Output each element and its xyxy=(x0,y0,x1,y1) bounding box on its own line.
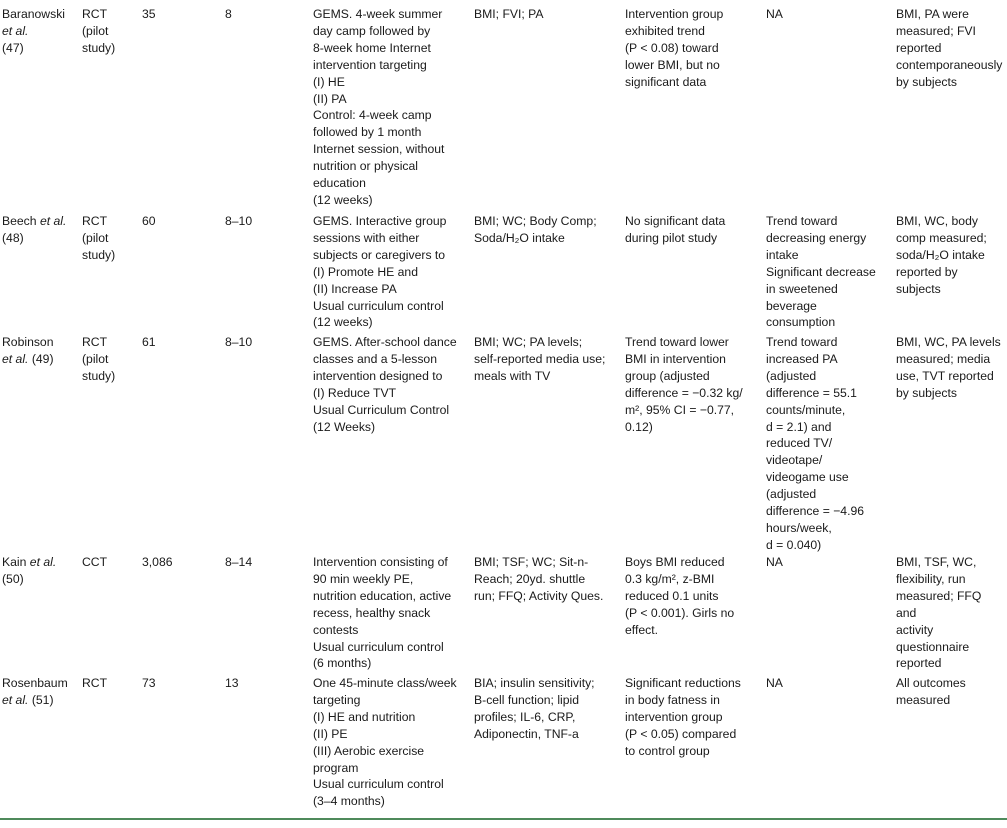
design-cell: RCT (pilot study) xyxy=(82,214,116,262)
sample-size-cell: 35 xyxy=(142,7,156,21)
intervention-cell: GEMS. Interactive group sessions with either subjects or caregivers to (I) Promote HE and (II) Increase PA Usual curriculum control (12 weeks) xyxy=(313,214,447,330)
primary-outcome-cell: Intervention group exhibited trend (P < 0.08) toward lower BMI, but no significant data xyxy=(625,7,724,89)
age-cell: 8 xyxy=(225,7,232,21)
intervention-cell: Intervention consisting of 90 min weekly PE, nutrition education, active recess, healthy snack contests Usual curriculum control (6 months) xyxy=(313,555,452,671)
notes-cell: BMI, WC, PA levels measured; media use, TVT reported by subjects xyxy=(896,335,1001,400)
age-cell: 8–10 xyxy=(225,335,253,349)
study-author: Kain xyxy=(2,555,27,569)
study-cell xyxy=(2,334,76,368)
secondary-outcome-cell: Trend toward decreasing energy intake Significant decrease in sweetened beverage consumption xyxy=(766,214,876,330)
measures-cell: BMI; WC; Body Comp; Soda/H₂O intake xyxy=(474,214,597,245)
design-cell: RCT (pilot study) xyxy=(82,335,116,383)
study-ref: (48) xyxy=(2,230,24,245)
study-cell xyxy=(2,213,76,247)
study-et-al: et al. xyxy=(29,555,57,569)
table-bottom-rule xyxy=(0,818,1007,820)
study-et-al: et al. xyxy=(39,214,67,228)
age-cell: 8–14 xyxy=(225,555,253,569)
study-et-al: et al. xyxy=(2,692,29,707)
study-author: Robinson xyxy=(2,335,54,349)
primary-outcome-cell: No significant data during pilot study xyxy=(625,214,726,245)
measures-cell: BIA; insulin sensitivity; B-cell function; lipid profiles; IL-6, CRP, Adiponectin, TNF-a xyxy=(474,676,595,741)
primary-outcome-cell: Significant reductions in body fatness in intervention group (P < 0.05) compared to control group xyxy=(625,676,741,758)
notes-cell: BMI, WC, body comp measured; soda/H₂O intake reported by subjects xyxy=(896,214,987,296)
primary-outcome-cell: Boys BMI reduced 0.3 kg/m², z-BMI reduced 0.1 units (P < 0.001). Girls no effect. xyxy=(625,555,735,637)
age-cell: 8–10 xyxy=(225,214,253,228)
design-cell: RCT (pilot study) xyxy=(82,7,116,55)
study-ref: (51) xyxy=(31,692,54,707)
measures-cell: BMI; TSF; WC; Sit-n- Reach; 20yd. shuttle run; FFQ; Activity Ques. xyxy=(474,555,604,603)
secondary-outcome-cell: NA xyxy=(766,676,783,690)
study-cell xyxy=(2,554,76,588)
primary-outcome-cell: Trend toward lower BMI in intervention group (adjusted difference = −0.32 kg/ m², 95% CI = −0.77, 0.12) xyxy=(625,335,743,434)
study-cell xyxy=(2,675,76,709)
study-ref: (50) xyxy=(2,571,24,586)
sample-size-cell: 61 xyxy=(142,335,156,349)
secondary-outcome-cell: NA xyxy=(766,7,783,21)
sample-size-cell: 3,086 xyxy=(142,555,173,569)
secondary-outcome-cell: Trend toward increased PA (adjusted difference = 55.1 counts/minute, d = 2.1) and reduced TV/ videotape/ videogame use (adjusted difference = −4.96 hours/week, d = 0.040) xyxy=(766,335,865,552)
study-cell xyxy=(2,6,76,57)
intervention-cell: One 45-minute class/week targeting (I) HE and nutrition (II) PE (III) Aerobic exercise program Usual curriculum control (3–4 months) xyxy=(313,676,457,809)
study-author: Rosenbaum xyxy=(2,676,68,690)
age-cell: 13 xyxy=(225,676,239,690)
study-author: Beech xyxy=(2,214,37,228)
measures-cell: BMI; WC; PA levels; self-reported media use; meals with TV xyxy=(474,335,606,383)
notes-cell: All outcomes measured xyxy=(896,676,966,707)
design-cell: CCT xyxy=(82,555,108,569)
intervention-cell: GEMS. 4-week summer day camp followed by 8-week home Internet intervention targeting (I) HE (II) PA Control: 4-week camp followed by 1 month Internet session, without nutrition or physical education (12 weeks) xyxy=(313,7,445,207)
study-ref: (47) xyxy=(2,40,24,55)
study-ref: (49) xyxy=(31,351,54,366)
measures-cell: BMI; FVI; PA xyxy=(474,7,544,21)
study-et-al: et al. xyxy=(2,23,29,38)
secondary-outcome-cell: NA xyxy=(766,555,783,569)
sample-size-cell: 60 xyxy=(142,214,156,228)
study-author: Baranowski xyxy=(2,7,65,21)
study-et-al: et al. xyxy=(2,351,29,366)
notes-cell: BMI, PA were measured; FVI reported contemporaneously by subjects xyxy=(896,7,1003,89)
intervention-cell: GEMS. After-school dance classes and a 5-lesson intervention designed to (I) Reduce TVT Usual Curriculum Control (12 Weeks) xyxy=(313,335,457,434)
design-cell: RCT xyxy=(82,676,108,690)
notes-cell: BMI, TSF, WC, flexibility, run measured; FFQ and activity questionnaire reported xyxy=(896,555,982,671)
sample-size-cell: 73 xyxy=(142,676,156,690)
